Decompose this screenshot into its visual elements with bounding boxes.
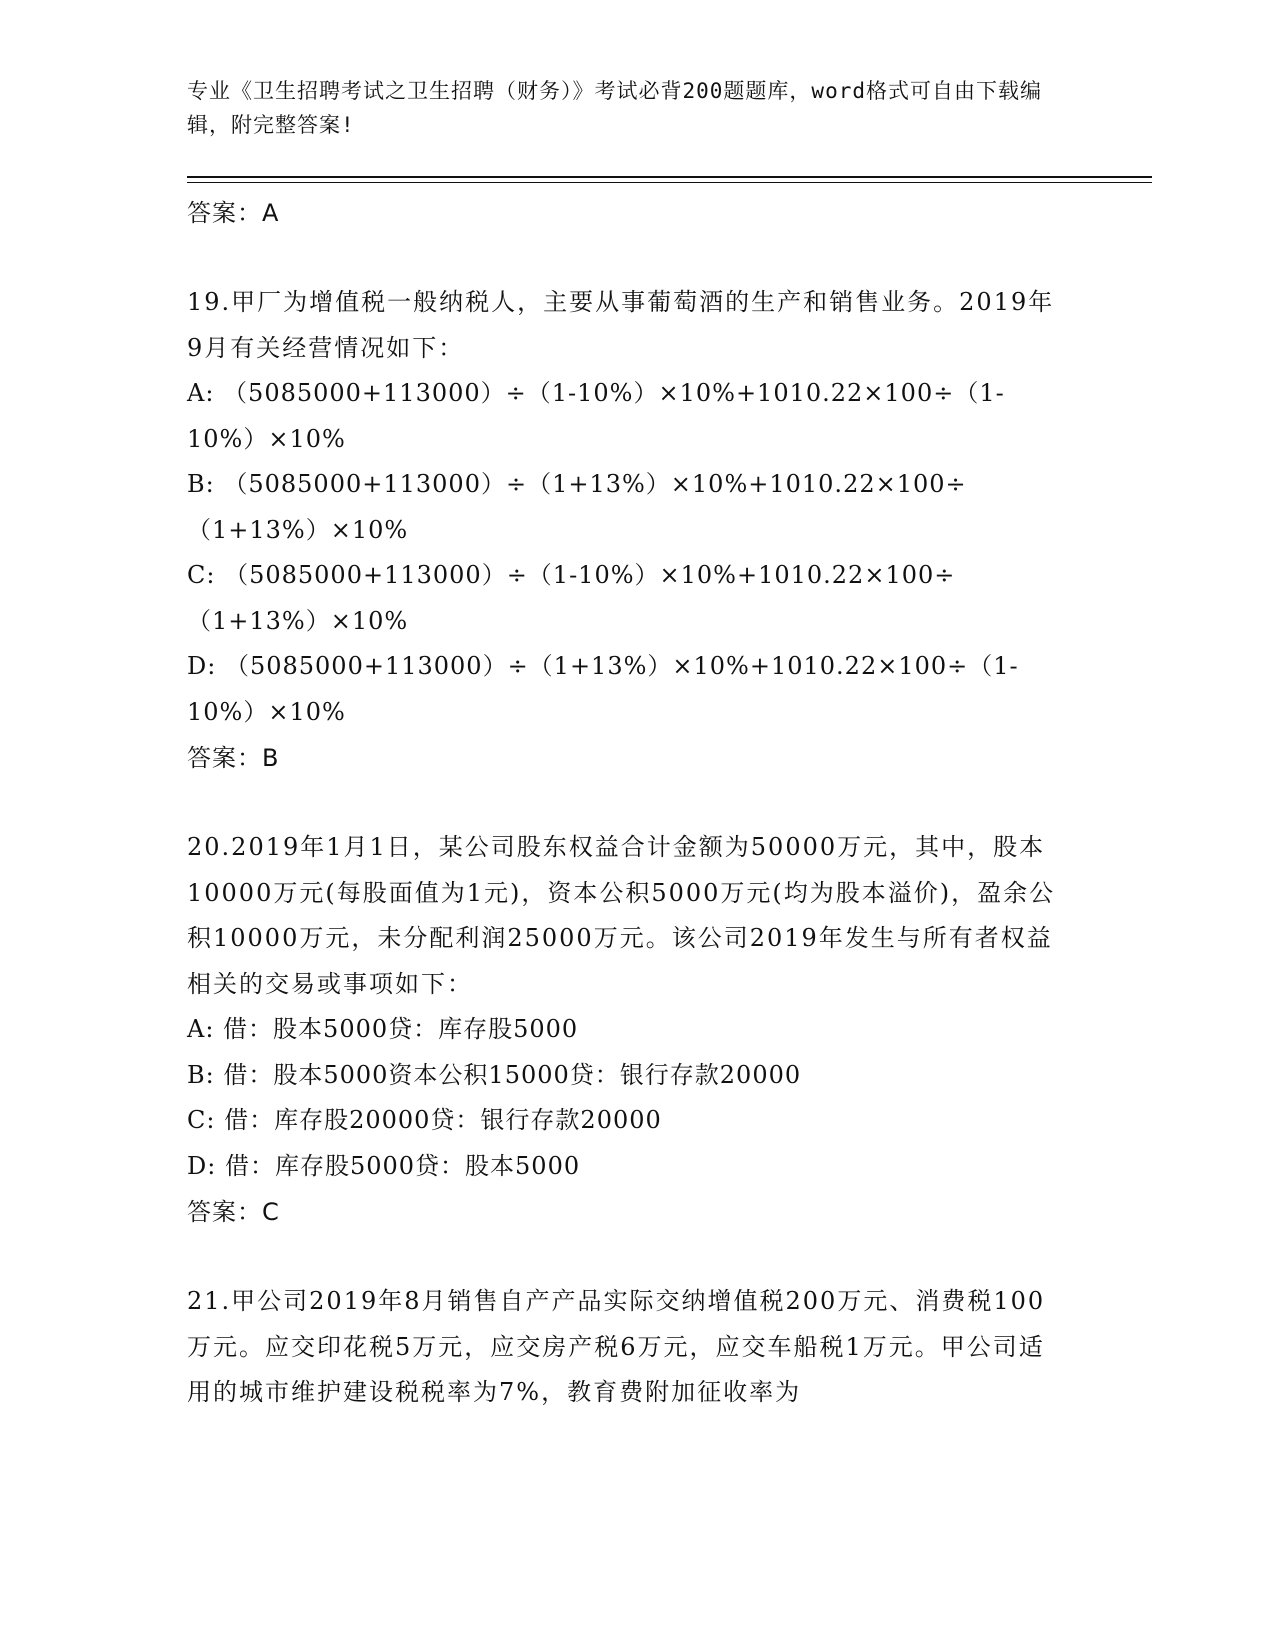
option-d: D: 借：库存股5000贷：股本5000 bbox=[187, 1151, 581, 1180]
option-c: C: （5085000+113000）÷（1-10%）×10%+1010.22×100÷（1+13%）×10% bbox=[187, 561, 956, 635]
spacer bbox=[187, 236, 1152, 280]
spacer bbox=[187, 1235, 1152, 1279]
spacer bbox=[187, 781, 1152, 825]
option-c: C: 借：库存股20000贷：银行存款20000 bbox=[187, 1106, 662, 1134]
option-b: B: 借：股本5000资本公积15000贷：银行存款20000 bbox=[187, 1060, 802, 1089]
question-stem: 19.甲厂为增值税一般纳税人，主要从事葡萄酒的生产和销售业务。2019年9月有关经营情况如下： bbox=[187, 288, 1055, 362]
option-d: D: （5085000+113000）÷（1+13%）×10%+1010.22×100÷（1-10%）×10% bbox=[187, 652, 1019, 726]
option-a: A: （5085000+113000）÷（1-10%）×10%+1010.22×100÷（1-10%）×10% bbox=[187, 379, 1005, 453]
header-rule-thin bbox=[187, 182, 1152, 183]
document-page bbox=[187, 0, 1152, 1650]
answer-line: 答案：C bbox=[187, 1198, 280, 1226]
answer-line: 答案：B bbox=[187, 744, 280, 772]
question-stem: 20.2019年1月1日，某公司股东权益合计金额为50000万元，其中，股本10000万元(每股面值为1元)，资本公积5000万元(均为股本溢价)，盈余公积10000万元，未分配利润25000万元。该公司2019年发生与所有者权益相关的交易或事项如下： bbox=[187, 833, 1056, 998]
question-block bbox=[187, 280, 1152, 781]
question-block bbox=[187, 1279, 1152, 1416]
answer-line: 答案：A bbox=[187, 199, 280, 227]
option-a: A: 借：股本5000贷：库存股5000 bbox=[187, 1015, 579, 1043]
question-stem: 21.甲公司2019年8月销售自产产品实际交纳增值税200万元、消费税100万元。应交印花税5万元，应交房产税6万元，应交车船税1万元。甲公司适用的城市维护建设税税率为7%，教育费附加征收率为 bbox=[187, 1287, 1046, 1406]
page-header: 专业《卫生招聘考试之卫生招聘（财务）》考试必背200题题库，word格式可自由下载编辑，附完整答案! bbox=[187, 79, 1042, 137]
question-block bbox=[187, 825, 1152, 1235]
option-b: B: （5085000+113000）÷（1+13%）×10%+1010.22×100÷（1+13%）×10% bbox=[187, 470, 967, 544]
document-body bbox=[187, 190, 1152, 1416]
header-rule-thick bbox=[187, 176, 1152, 178]
